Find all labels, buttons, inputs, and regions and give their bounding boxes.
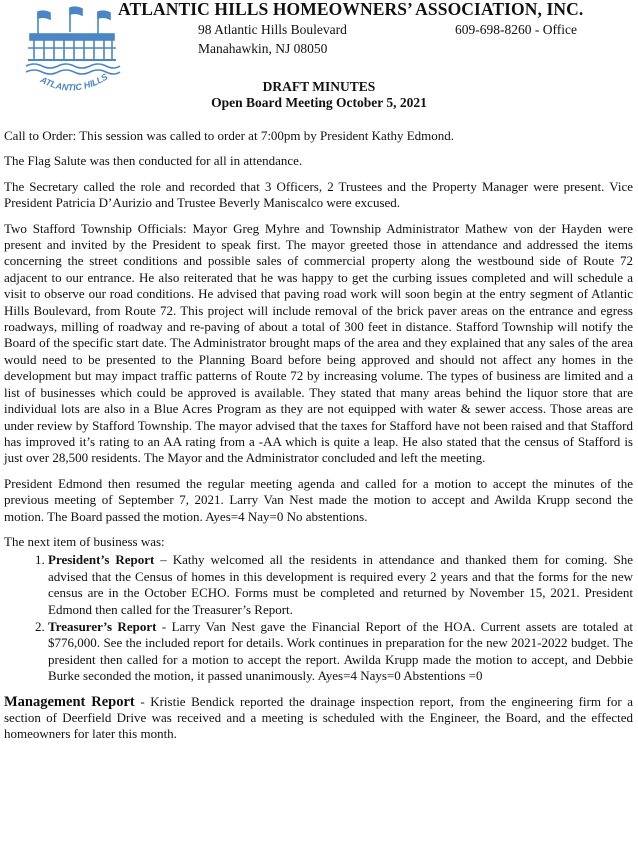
agenda-item-text: – Kathy welcomed all the residents in attendance and thanked them for coming. She advised that the Census of homes in this development is required every 2 years and that the forms for the new census are in the October ECHO. Forms must be completed and returned by November 15, 2021. President Edmond then called for the Treasurer’s Report. bbox=[48, 552, 633, 617]
agenda-item-treasurers-report bbox=[48, 619, 633, 685]
management-report-paragraph bbox=[4, 694, 633, 743]
logo-text: ATLANTIC HILLS bbox=[38, 71, 110, 93]
flag-salute-paragraph: The Flag Salute was then conducted for all in attendance. bbox=[4, 153, 303, 169]
call-to-order-paragraph: Call to Order: This session was called to order at 7:00pm by President Kathy Edmond. bbox=[4, 128, 454, 143]
management-report-text: - Kristie Bendick reported the drainage inspection report, from the engineering firm for a section of Deerfield Drive was received and a meeting is scheduled with the Engineer, the Board, and the effected homeowners for later this month. bbox=[4, 693, 633, 742]
next-item-paragraph: The next item of business was: bbox=[4, 533, 165, 549]
agenda-item-title: President’s Report bbox=[48, 552, 155, 568]
office-phone: 609-698-8260 - Office bbox=[455, 22, 577, 37]
management-report-title: Management Report bbox=[4, 693, 135, 710]
document-subtitle: Open Board Meeting October 5, 2021 bbox=[211, 95, 427, 110]
resume-agenda-paragraph: President Edmond then resumed the regular meeting agenda and called for a motion to accept the minutes of the previous meeting of September 7, 2021. Larry Van Nest made the motion to accept and Awilda Krupp second the motion. The Board passed the motion. Ayes=4 Nay=0 No abstentions. bbox=[4, 475, 633, 524]
street-address: 98 Atlantic Hills Boulevard bbox=[198, 22, 347, 37]
roll-call-paragraph: The Secretary called the role and recorded that 3 Officers, 2 Trustees and the Property Manager were present. Vice President Patricia D’Aurizio and Trustee Beverly Maniscalco were excused. bbox=[4, 178, 633, 211]
document-title: DRAFT MINUTES bbox=[262, 79, 376, 94]
organization-name: ATLANTIC HILLS HOMEOWNERS’ ASSOCIATION, INC. bbox=[118, 0, 584, 19]
minutes-body bbox=[4, 128, 633, 752]
township-officials-paragraph: Two Stafford Township Officials: Mayor Greg Myhre and Township Administrator Mathew von der Hayden were present and invited by the President to speak first. The mayor greeted those in attendance and addressed the items concerning the street conditions and possible sales of commercial property along the westbound side of Route 72 adjacent to our entrance. He also reiterated that he was happy to get the curbing issues completed and will schedule a visit to observe our road conditions. He advised that paving road work will soon begin at the entry segment of Atlantic Hills Boulevard, from Route 72. This project will include removal of the brick paver areas on the entrance and egress roadways, milling of roadway and re-paving of about a total of 300 feet in distance. Stafford Township will notify the Board of the specific start date. The Administrator brought maps of the area and they explained that any sales of the area would need to be presented to the Planning Board before being approved and should not affect any homes in the development but may impact traffic patterns of Route 72 by increasing volume. The types of business are limited and a list of businesses which could be approved is available. They stated that many areas behind the liquor store that are individual lots are also in a Blue Acres Program as they are not equipped with water & sewer access. Those areas are under review by Stafford Township. The mayor advised that the taxes for Stafford have not been raised and that Stafford has improved it’s rating to an AA rating from a -AA which is quite a leap. He also stated that the census of Stafford is just over 28,500 residents. The Mayor and the Administrator concluded and left the meeting. bbox=[4, 220, 633, 466]
agenda-item-text: - Larry Van Nest gave the Financial Report of the HOA. Current assets are totaled at $776,000. See the included report for details. Work continues in preparation for the new 2021-2022 budget. The president then called for a motion to accept the report. Awilda Krupp made the motion to accept, and Debbie Burke seconded the motion, it passed unanimously. Ayes=4 Nays=0 Abstentions =0 bbox=[48, 618, 633, 684]
agenda-item-title: Treasurer’s Report bbox=[48, 618, 157, 634]
agenda-list bbox=[4, 552, 633, 684]
city-state-zip: Manahawkin, NJ 08050 bbox=[198, 41, 328, 56]
agenda-item-presidents-report bbox=[48, 552, 633, 618]
